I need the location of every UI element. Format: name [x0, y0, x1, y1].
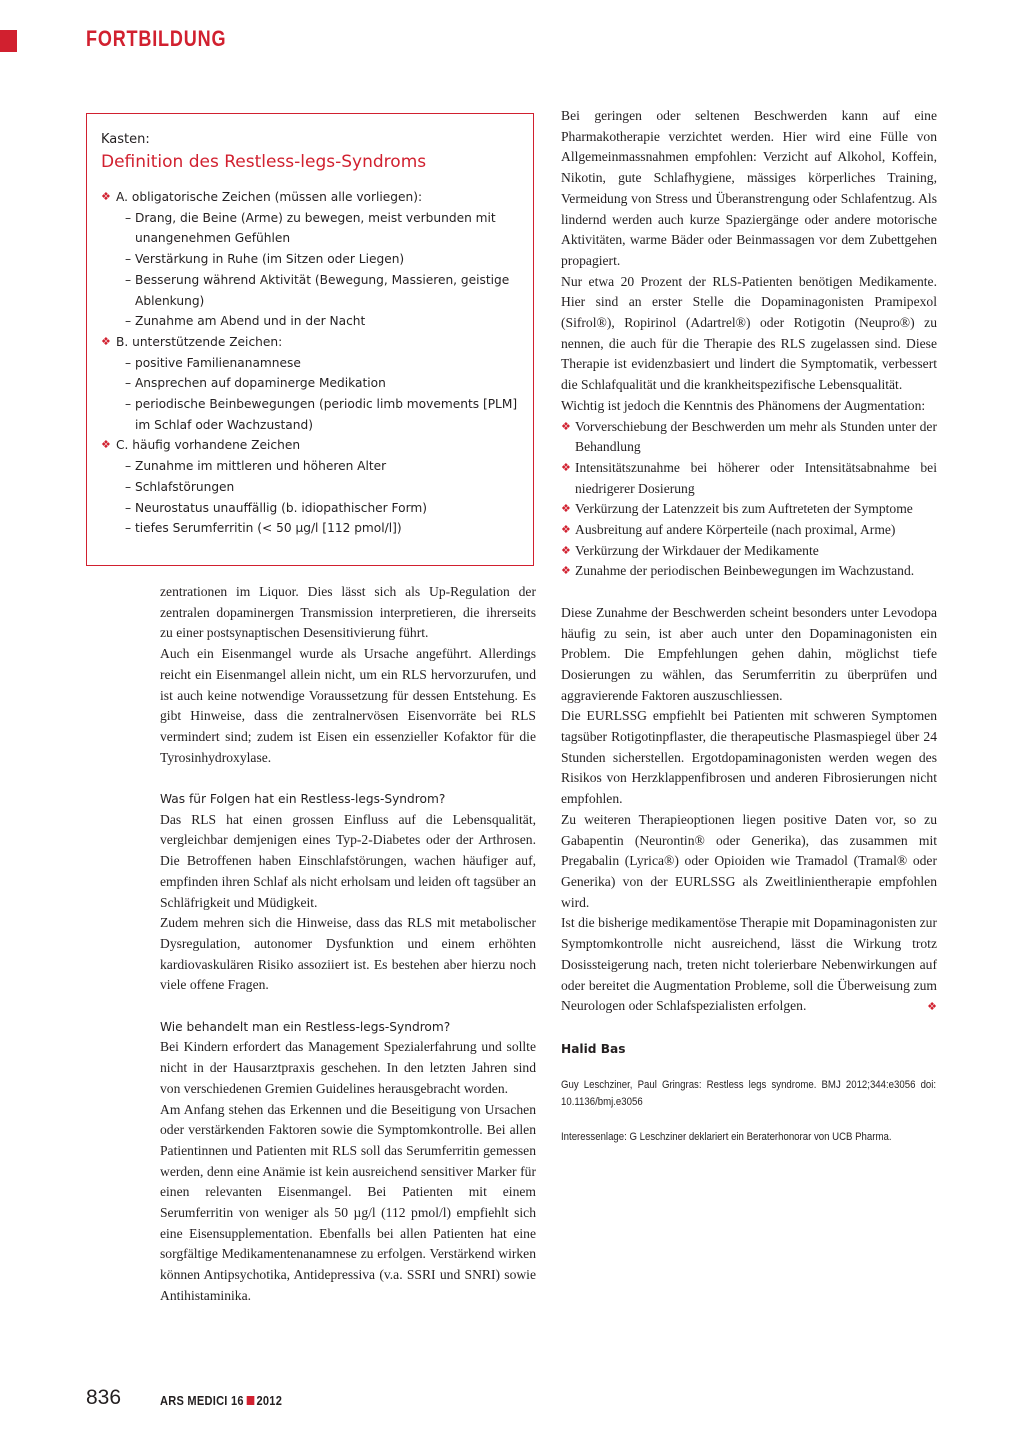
criteria-group-a: ❖ A. obligatorische Zeichen (müssen alle vorliegen): — [101, 187, 519, 208]
criteria-item: – tiefes Serumferritin (< 50 µg/l [112 pmol/l]) — [125, 521, 402, 536]
subheading-consequences: Was für Folgen hat ein Restless-legs-Syndrom? — [160, 792, 446, 807]
criteria-item: – Zunahme im mittleren und höheren Alter — [125, 459, 387, 474]
criteria-item: – positive Familienanamnese — [125, 355, 301, 370]
box-label: Kasten: — [101, 132, 150, 147]
paragraph: Die EURLSSG empfiehlt bei Patienten mit schweren Symptomen tagsüber Rotigotinpflaster, die therapeutische Plasmaspiegel über 24 Stunden sicherstellen. Ergotdopaminagonisten werden wegen des Risikos von Herzklappenfibrosen und anderen Fibrosierungen nicht empfohlen. — [561, 708, 937, 807]
paragraph: Am Anfang stehen das Erkennen und die Beseitigung von Ursachen oder verstärkenden Faktoren sowie die Symptomkontrolle. Bei allen Patientinnen und Patienten mit RLS soll das Serumferritin gemessen werden, denn eine Anämie ist kein ausreichend sensitiver Marker für einen relevanten Eisenmangel. Bei Patienten mit einem Serumferritin von weniger als 50 µg/l (112 pmol/l) empfiehlt sich eine Eisensupplementation. Ebenfalls bei allen Patienten hat eine sorgfältige Medikamentenanamnese zu erfolgen. Verstärkend wirken können Antipsychotika, Antidepressiva (v.a. SSRI und SNRI) sowie Antihistaminika. — [160, 1101, 536, 1303]
criteria-item: – Zunahme am Abend und in der Nacht — [125, 314, 366, 329]
left-column — [160, 582, 536, 1307]
list-item: ❖ Intensitätszunahme bei höherer oder Intensitätsabnahme bei niedrigerer Dosierung — [561, 459, 937, 496]
paragraph: Auch ein Eisenmangel wurde als Ursache angeführt. Allerdings reicht ein Eisenmangel allein nicht, um ein RLS hervorzurufen, und ist auch keine notwendige Voraussetzung für dessen Entstehung. Es gibt Hinweise, dass die zentralnervösen Eisenvorräte bei RLS vermindert sind; zudem ist Eisen ein essenzieller Kofaktor für die Tyrosinhydroxylase. — [160, 646, 536, 765]
paragraph: Zu weiteren Therapieoptionen liegen positive Daten vor, so zu Gabapentin (Neurontin® oder Generika), das zusammen mit Pregabalin (Lyrica®) oder Opioiden wie Tramadol (Tramal® oder Generika) von der EURLSSG als Zweitlinientherapie empfohlen wird. — [561, 811, 937, 910]
subheading-treatment: Wie behandelt man ein Restless-legs-Syndrom? — [160, 1019, 451, 1034]
criteria-list — [101, 187, 519, 539]
definition-box — [86, 113, 534, 566]
paragraph: Diese Zunahme der Beschwerden scheint besonders unter Levodopa häufig zu sein, ist aber auch unter den Dopaminagonisten ein Problem. Die Empfehlungen gehen dahin, möglichst tiefe Dosierungen zu wählen, das Serumferritin zu überprüfen und aggravierende Faktoren auszuschliessen. — [561, 604, 937, 703]
criteria-item: – Schlafstörungen — [125, 479, 235, 494]
list-item: ❖ Vorverschiebung der Beschwerden um mehr als Stunden unter der Behandlung — [561, 418, 937, 455]
section-title: FORTBILDUNG — [86, 26, 227, 51]
reference: Guy Leschziner, Paul Gringras: Restless legs syndrome. BMJ 2012;344:e3056 doi: 10.1136/bmj.e3056 — [561, 1079, 937, 1109]
list-item: ❖ Ausbreitung auf andere Körperteile (nach proximal, Arme) — [561, 520, 937, 541]
paragraph: Zudem mehren sich die Hinweise, dass das RLS mit metabolischer Dysregulation, autonomer Dysfunktion und einem erhöhten kardiovaskulären Risiko assoziiert ist. Es bestehen aber hierzu noch viele offene Fragen. — [160, 915, 536, 993]
diamond-bullet-icon: ❖ — [101, 438, 111, 452]
page-number: 836 — [86, 1386, 122, 1409]
diamond-bullet-icon: ❖ — [101, 190, 111, 203]
diamond-bullet-icon: ❖ — [561, 461, 571, 474]
diamond-bullet-icon: ❖ — [561, 544, 571, 557]
list-item: ❖ Verkürzung der Wirkdauer der Medikamente — [561, 541, 937, 562]
criteria-group-c: ❖ C. häufig vorhandene Zeichen — [101, 435, 519, 456]
author: Halid Bas — [561, 1041, 626, 1056]
augmentation-list — [561, 417, 937, 583]
diamond-bullet-icon: ❖ — [561, 503, 571, 516]
criteria-group-b: ❖ B. unterstützende Zeichen: — [101, 332, 519, 353]
criteria-item: – Drang, die Beine (Arme) zu bewegen, meist verbunden mit unangenehmen Gefühlen — [125, 210, 496, 246]
footer-square-icon — [246, 1396, 254, 1405]
section-marker — [0, 30, 17, 52]
diamond-bullet-icon: ❖ — [561, 524, 571, 537]
right-column — [561, 106, 937, 1146]
list-item: ❖ Verkürzung der Latenzzeit bis zum Auftreteten der Symptome — [561, 499, 937, 520]
paragraph: zentrationen im Liquor. Dies lässt sich als Up-Regulation der zentralen dopaminergen Transmission interpretieren, die ihrerseits zu einer postsynaptischen Desensitivierung führt. — [160, 584, 536, 641]
paragraph: Bei Kindern erfordert das Management Spezialerfahrung und sollte nicht in der Hausarztpraxis geschehen. In den letzten Jahren sind von verschiedenen Gremien Guidelines herausgebracht worden. — [160, 1039, 536, 1096]
criteria-item: – Ansprechen auf dopaminerge Medikation — [125, 376, 386, 391]
criteria-item: – Besserung während Aktivität (Bewegung, Massieren, geistige Ablenkung) — [125, 272, 510, 308]
conflict-of-interest: Interessenlage: G Leschziner deklariert ein Beraterhonorar von UCB Pharma. — [561, 1131, 892, 1144]
paragraph: Wichtig ist jedoch die Kenntnis des Phänomens der Augmentation: — [561, 397, 926, 413]
paragraph: Bei geringen oder seltenen Beschwerden kann auf eine Pharmakotherapie verzichtet werden. Hier wird eine Fülle von Allgemeinmassnahmen empfohlen: Verzicht auf Alkohol, Koffein, Nikotin, gute Schlafhygiene, mässiges körperliches Training, Vermeidung von Stress und Überanstrengung oder Schlafentzug. Als lindernd werden auch kurze Spaziergänge oder andere motorische Aktivitäten, warme Bäder oder Beinmassagen vor dem Zubettgehen propagiert. — [561, 108, 937, 268]
criteria-item: – Neurostatus unauffällig (b. idiopathischer Form) — [125, 500, 428, 515]
paragraph: Nur etwa 20 Prozent der RLS-Patienten benötigen Medikamente. Hier sind an erster Stelle die Dopaminagonisten Pramipexol (Sifrol®), Ropirinol (Adartrel®) oder Rotigotin (Neupro®) zu nennen, die auch für die Therapie des RLS zugelassen sind. Diese Therapie ist evidenzbasiert und lindert die Symptomatik, verbessert die Schlafqualität und die krankheitspezifische Lebensqualität. — [561, 273, 937, 393]
paragraph: Das RLS hat einen grossen Einfluss auf die Lebensqualität, vergleichbar demjenigen eines Typ-2-Diabetes oder der Arthrosen. Die Betroffenen haben Einschlafstörungen, wachen häufiger auf, empfinden ihren Schlaf als nicht erholsam und leiden oft tagsüber an Schläfrigkeit und Müdigkeit. — [160, 811, 536, 910]
box-title: Definition des Restless-legs-Syndroms — [101, 152, 427, 172]
criteria-item: – periodische Beinbewegungen (periodic limb movements [PLM] im Schlaf oder Wachzustand) — [125, 397, 518, 432]
list-item: ❖ Zunahme der periodischen Beinbewegungen im Wachzustand. — [561, 561, 937, 582]
footer-journal: ARS MEDICI 16 2012 — [160, 1393, 283, 1408]
end-diamond-icon: ❖ — [927, 1001, 937, 1014]
criteria-item: – Verstärkung in Ruhe (im Sitzen oder Liegen) — [125, 252, 405, 267]
diamond-bullet-icon: ❖ — [561, 565, 571, 578]
diamond-bullet-icon: ❖ — [561, 420, 571, 433]
diamond-bullet-icon: ❖ — [101, 334, 111, 348]
paragraph: Ist die bisherige medikamentöse Therapie mit Dopaminagonisten zur Symptomkontrolle nicht ausreichend, lässt die Wirkung trotz Dosissteigerung nach, treten nicht tolerierbare Nebenwirkungen auf oder bereitet die Augmentation Probleme, soll die Überweisung zum Neurologen oder Schlafspezialisten erfolgen. — [561, 915, 937, 1014]
